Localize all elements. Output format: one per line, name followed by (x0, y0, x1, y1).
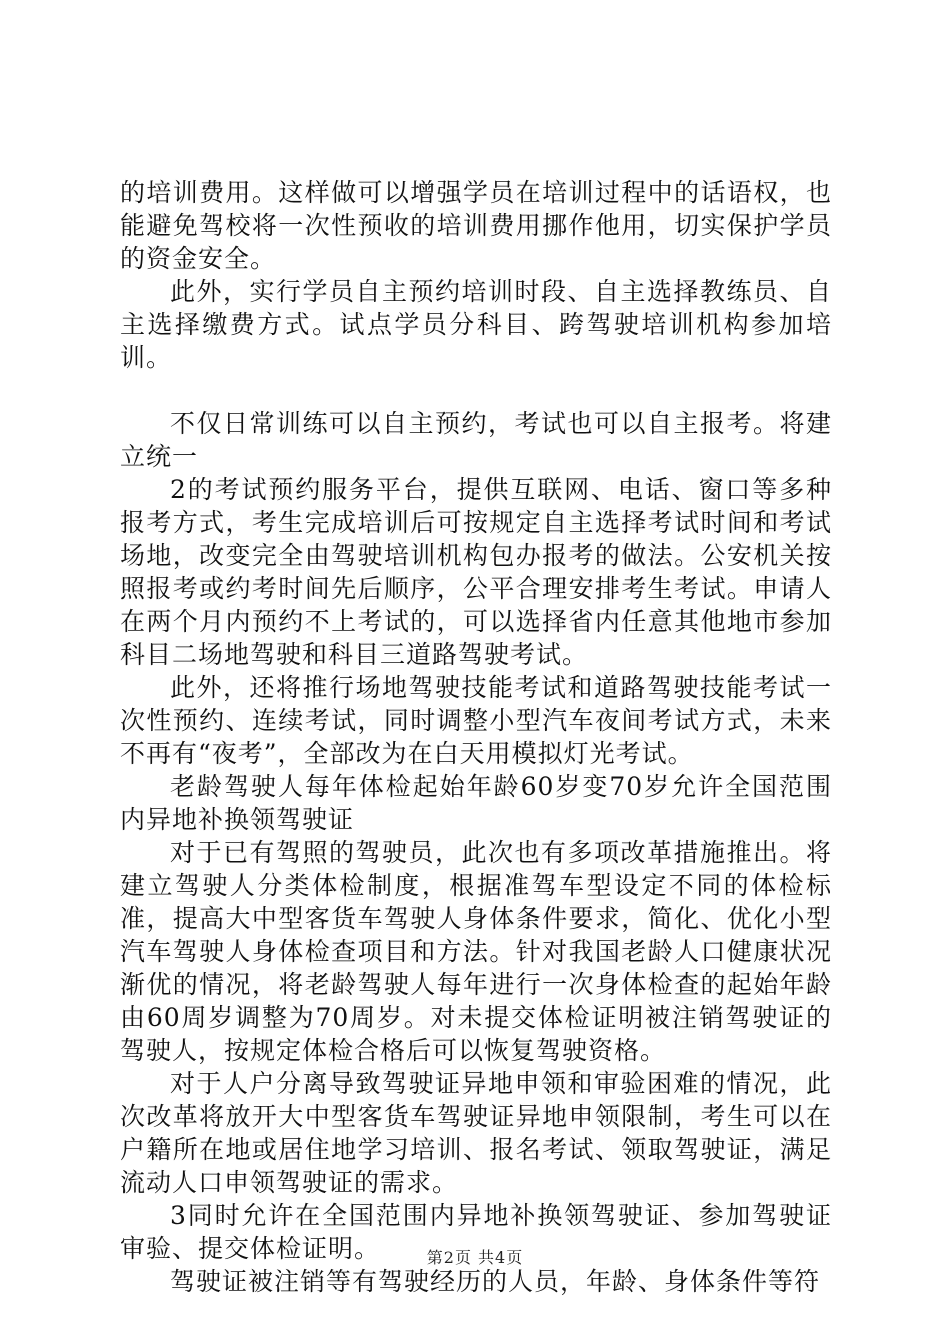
paragraph-4: 2的考试预约服务平台，提供互联网、电话、窗口等多种报考方式，考生完成培训后可按规定自主选择考试时间和考试场地，改变完全由驾驶培训机构包办报考的做法。公安机关按照报考或约考时间先后顺序，公平合理安排考生考试。申请人在两个月内预约不上考试的，可以选择省内任意其他地市参加科目二场地驾驶和科目三道路驾驶考试。 (120, 475, 832, 669)
paragraph-8: 对于人户分离导致驾驶证异地申领和审验困难的情况，此次改革将放开大中型客货车驾驶证异地申领限制，考生可以在户籍所在地或居住地学习培训、报名考试、领取驾驶证，满足流动人口申领驾驶证的需求。 (120, 1069, 832, 1197)
paragraph-5: 此外，还将推行场地驾驶技能考试和道路驾驶技能考试一次性预约、连续考试，同时调整小型汽车夜间考试方式，未来不再有“夜考”，全部改为在白天用模拟灯光考试。 (120, 673, 832, 768)
paragraph-1: 的培训费用。这样做可以增强学员在培训过程中的话语权，也能避免驾校将一次性预收的培训费用挪作他用，切实保护学员的资金安全。 (120, 178, 832, 273)
section-heading: 老龄驾驶人每年体检起始年龄60岁变70岁允许全国范围内异地补换领驾驶证 (120, 772, 832, 834)
paragraph-3: 不仅日常训练可以自主预约，考试也可以自主报考。将建立统一 (120, 409, 832, 471)
paragraph-10: 驾驶证被注销等有驾驶经历的人员，年龄、身体条件等符 (170, 1267, 821, 1296)
page-number-footer: 第2页 共4页 (426, 1248, 524, 1267)
paragraph-9: 3同时允许在全国范围内异地补换领驾驶证、参加驾驶证审验、提交体检证明。 (120, 1201, 832, 1263)
paragraph-7: 对于已有驾照的驾驶员，此次也有多项改革措施推出。将建立驾驶人分类体检制度，根据准驾车型设定不同的体检标准，提高大中型客货车驾驶人身体条件要求，简化、优化小型汽车驾驶人身体检查项目和方法。针对我国老龄人口健康状况渐优的情况，将老龄驾驶人每年进行一次身体检查的起始年龄由60周岁调整为70周岁。对未提交体检证明被注销驾驶证的驾驶人，按规定体检合格后可以恢复驾驶资格。 (120, 838, 832, 1065)
paragraph-2: 此外，实行学员自主预约培训时段、自主选择教练员、自主选择缴费方式。试点学员分科目、跨驾驶培训机构参加培训。 (120, 277, 832, 372)
document-body (120, 176, 832, 1298)
